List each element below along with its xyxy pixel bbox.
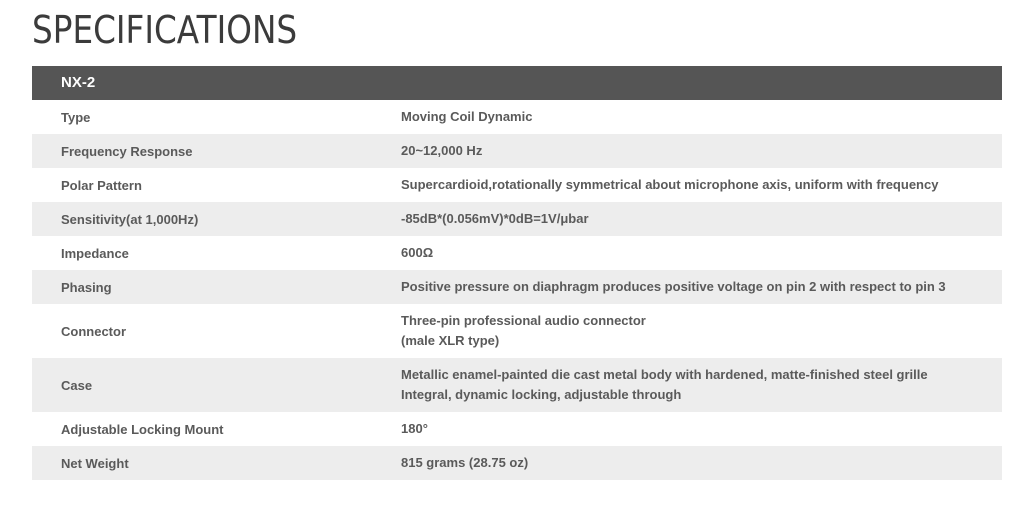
spec-value-line: 180° [401, 421, 428, 436]
spec-value-line: Positive pressure on diaphragm produces positive voltage on pin 2 with respect to pin 3 [401, 279, 946, 294]
spec-value-line: Moving Coil Dynamic [401, 109, 533, 124]
spec-value [401, 107, 1002, 127]
page-title: SPECIFICATIONS [32, 8, 298, 52]
spec-row-frequency-response [32, 134, 1002, 168]
spec-label: Type [61, 109, 91, 125]
spec-row-net-weight [32, 446, 1002, 480]
spec-label: Polar Pattern [61, 177, 142, 193]
spec-row-case [32, 358, 1002, 412]
spec-row-impedance [32, 236, 1002, 270]
spec-row-phasing [32, 270, 1002, 304]
spec-label: Frequency Response [61, 143, 193, 159]
spec-value-line: 815 grams (28.75 oz) [401, 455, 529, 470]
spec-value [401, 453, 1002, 473]
spec-value-line: -85dB*(0.056mV)*0dB=1V/μbar [401, 211, 589, 226]
spec-label: Connector [61, 323, 126, 339]
spec-rows [32, 100, 1002, 480]
specifications-table [32, 66, 1002, 480]
spec-value [401, 209, 1002, 229]
spec-label: Phasing [61, 279, 112, 295]
spec-row-adjustable-locking-mount [32, 412, 1002, 446]
spec-value-line: Three-pin professional audio connector [401, 313, 646, 328]
spec-row-polar-pattern [32, 168, 1002, 202]
spec-label: Impedance [61, 245, 129, 261]
spec-row-type [32, 100, 1002, 134]
spec-row-sensitivity [32, 202, 1002, 236]
spec-value [401, 243, 1002, 263]
spec-value-line: Metallic enamel-painted die cast metal body with hardened, matte-finished steel grille [401, 367, 928, 382]
spec-value [401, 365, 1002, 405]
spec-value-line: Supercardioid,rotationally symmetrical about microphone axis, uniform with frequency [401, 177, 939, 192]
spec-label: Case [61, 377, 93, 393]
spec-value [401, 277, 1002, 297]
model-header: NX-2 [32, 66, 1002, 100]
spec-value [401, 419, 1002, 439]
spec-label: Adjustable Locking Mount [61, 421, 224, 437]
spec-row-connector [32, 304, 1002, 358]
spec-value-line: 600Ω [401, 245, 434, 260]
spec-value [401, 175, 1002, 195]
spec-value [401, 311, 1002, 351]
spec-value [401, 141, 1002, 161]
spec-value-line: Integral, dynamic locking, adjustable through [401, 387, 682, 402]
spec-label: Net Weight [61, 455, 129, 471]
spec-label: Sensitivity(at 1,000Hz) [61, 211, 199, 227]
spec-value-line: 20~12,000 Hz [401, 143, 483, 158]
spec-value-line: (male XLR type) [401, 333, 500, 348]
